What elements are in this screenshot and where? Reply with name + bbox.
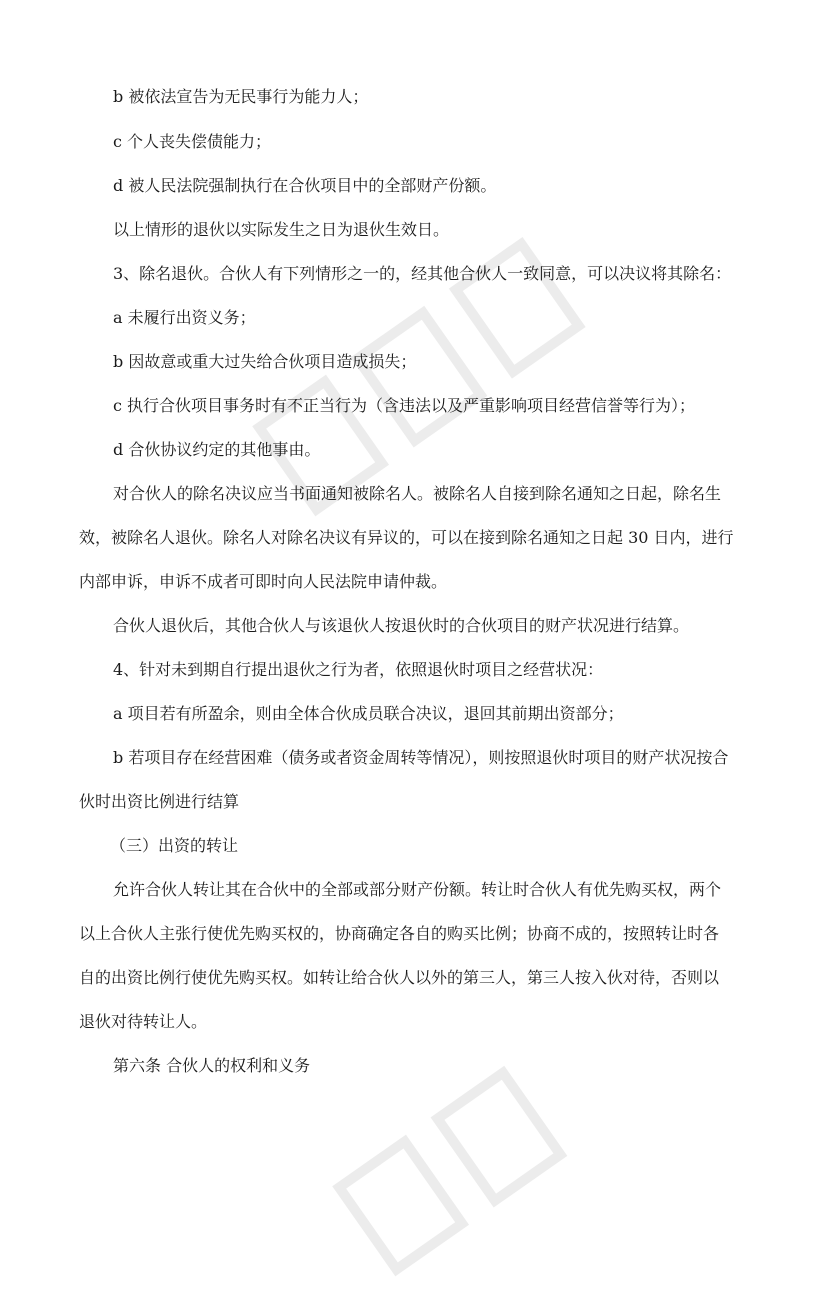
paragraph-expulsion-notice-line1: 对合伙人的除名决议应当书面通知被除名人。被除名人自接到除名通知之日起，除名生 xyxy=(113,484,722,503)
section-early-withdrawal-heading: 4、针对未到期自行提出退伙之行为者，依照退伙时项目之经营状况： xyxy=(113,660,604,679)
paragraph-expulsion-notice-line3: 内部申诉，申诉不成者可即时向人民法院申请仲裁。 xyxy=(79,572,448,591)
list-item-c-insolvency: c 个人丧失偿债能力； xyxy=(113,132,272,151)
list-item-d-enforcement: d 被人民法院强制执行在合伙项目中的全部财产份额。 xyxy=(113,176,497,195)
section-expulsion-heading: 3、除名退伙。合伙人有下列情形之一的，经其他合伙人一致同意，可以决议将其除名： xyxy=(113,264,732,283)
paragraph-transfer-line2: 以上合伙人主张行使优先购买权的，协商确定各自的购买比例；协商不成的，按照转让时各 xyxy=(79,924,720,943)
section-transfer-heading: （三）出资的转让 xyxy=(110,836,239,855)
paragraph-transfer-line3: 自的出资比例行使优先购买权。如转让给合伙人以外的第三人，第三人按入伙对待，否则以 xyxy=(79,968,720,987)
list-item-c-misconduct: c 执行合伙项目事务时有不正当行为（含违法以及严重影响项目经营信誉等行为）； xyxy=(113,396,696,415)
list-item-b-incapacity: b 被依法宣告为无民事行为能力人； xyxy=(113,87,369,106)
paragraph-settlement: 合伙人退伙后，其他合伙人与该退伙人按退伙时的合伙项目的财产状况进行结算。 xyxy=(113,616,690,635)
list-item-b-negligence: b 因故意或重大过失给合伙项目造成损失； xyxy=(113,352,417,371)
article-six-heading: 第六条 合伙人的权利和义务 xyxy=(113,1056,311,1075)
list-item-d-other: d 合伙协议约定的其他事由。 xyxy=(113,440,321,459)
paragraph-transfer-line1: 允许合伙人转让其在合伙中的全部或部分财产份额。转让时合伙人有优先购买权，两个 xyxy=(113,880,722,899)
paragraph-transfer-line4: 退伙对待转让人。 xyxy=(79,1012,208,1031)
paragraph-expulsion-notice-line2: 效，被除名人退伙。除名人对除名决议有异议的，可以在接到除名通知之日起 30 日内，进行 xyxy=(79,528,734,547)
list-item-b-difficulty-line1: b 若项目存在经营困难（债务或者资金周转等情况），则按照退伙时项目的财产状况按合 xyxy=(113,748,729,767)
paragraph-effective-date: 以上情形的退伙以实际发生之日为退伙生效日。 xyxy=(113,220,450,239)
list-item-a-no-contribution: a 未履行出资义务； xyxy=(113,308,256,327)
list-item-b-difficulty-line2: 伙时出资比例进行结算 xyxy=(79,792,240,811)
list-item-a-surplus: a 项目若有所盈余，则由全体合伙成员联合决议，退回其前期出资部分； xyxy=(113,704,624,723)
